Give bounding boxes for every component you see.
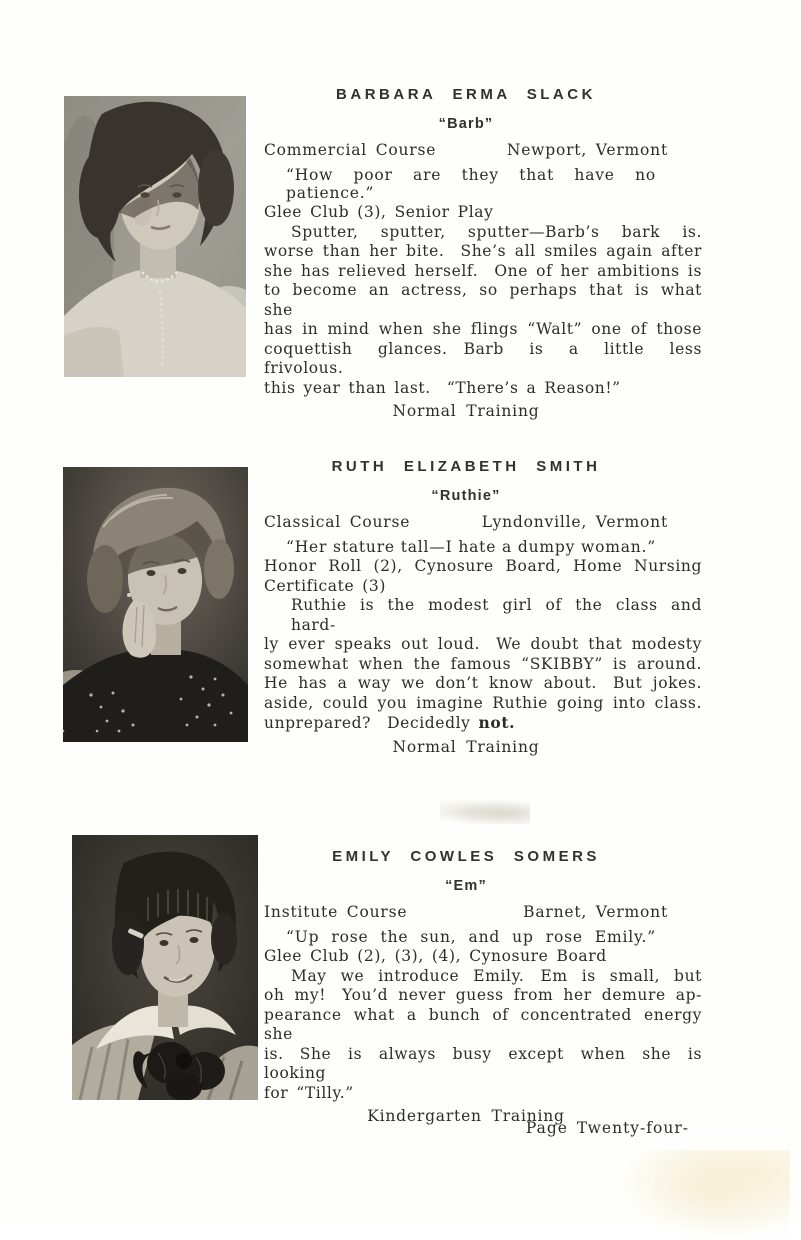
paragraph-line [264, 713, 702, 734]
hometown: Lyndonville, Vermont [481, 513, 668, 531]
training-label: Normal Training [392, 402, 540, 420]
paragraph-line: somewhat when the famous “SKIBBY” is around. [264, 654, 702, 673]
paragraph-line: this year than last. “There’s a Reason!” [264, 378, 621, 397]
student-name: EMILY COWLES SOMERS [332, 848, 600, 865]
paragraph-line: coquettish glances. Barb is a little less frivolous. [264, 339, 702, 377]
paragraph-text: unprepared? Decidedly [264, 714, 479, 732]
course-location-line [264, 141, 702, 159]
activities-line: Honor Roll (2), Cynosure Board, Home Nursing [264, 557, 702, 575]
entry-emily-somers [264, 848, 702, 1125]
course: Institute Course [264, 903, 408, 921]
activities [264, 203, 702, 223]
epigraph-quote: “Up rose the sun, and up rose Emily.” [286, 928, 656, 946]
paragraph-line: she has relieved herself. One of her ambitions is [264, 261, 702, 280]
course: Classical Course [264, 513, 411, 531]
activities-line: Certificate (3) [264, 576, 387, 595]
paragraph-line: worse than her bite. She’s all smiles again after [264, 242, 702, 260]
activities-line: Glee Club (3), Senior Play [264, 203, 494, 221]
activities [264, 557, 702, 596]
paragraph-line: He has a way we don’t know about. But jokes. [264, 674, 702, 692]
portrait-photo-emily [72, 835, 258, 1100]
training-label: Normal Training [392, 737, 540, 756]
student-name: RUTH ELIZABETH SMITH [331, 458, 601, 475]
paragraph-line: has in mind when she flings “Walt” one of those [264, 320, 702, 338]
epigraph-quote: “Her stature tall—I hate a dumpy woman.” [286, 538, 656, 556]
paragraph-line: aside, could you imagine Ruthie going into class. [264, 693, 702, 712]
paragraph-line: oh my! You’d never guess from her demure ap- [264, 986, 702, 1004]
activities-line: Glee Club (2), (3), (4), Cynosure Board [264, 947, 607, 965]
write-up-paragraph [264, 967, 702, 1104]
activities [264, 947, 702, 967]
course-location-line [264, 513, 702, 531]
paragraph-line: is. She is always busy except when she is looking [264, 1044, 702, 1082]
hometown: Newport, Vermont [506, 141, 668, 159]
course-location-line [264, 903, 702, 921]
epigraph-quote: “How poor are they that have no patience.” [286, 166, 656, 202]
portrait-photo-ruth [63, 467, 248, 742]
student-name: BARBARA ERMA SLACK [336, 86, 596, 103]
paragraph-line: ly ever speaks out loud. We doubt that modesty [264, 635, 702, 653]
hometown: Barnet, Vermont [523, 903, 668, 921]
paper-stain [620, 1150, 790, 1240]
paragraph-line: Ruthie is the modest girl of the class and hard- [291, 596, 702, 634]
paragraph-line: Sputter, sputter, sputter—Barb’s bark is. [291, 222, 702, 241]
student-nickname: “Em” [445, 878, 487, 894]
paragraph-line: to become an actress, so perhaps that is what she [264, 281, 702, 319]
paragraph-line: for “Tilly.” [264, 1083, 354, 1102]
training-label: Kindergarten Training [367, 1107, 565, 1125]
paragraph-line: May we introduce Emily. Em is small, but [291, 966, 702, 985]
entry-ruth-smith [264, 458, 702, 756]
paragraph-line: pearance what a bunch of concentrated energy she [264, 1005, 702, 1043]
page-number: Page Twenty-four- [525, 1119, 689, 1137]
student-nickname: “Ruthie” [431, 488, 501, 504]
entry-barbara-slack [264, 86, 702, 420]
write-up-paragraph [264, 223, 702, 399]
course: Commercial Course [264, 141, 437, 159]
student-nickname: “Barb” [438, 116, 494, 132]
portrait-photo-barbara [64, 96, 246, 377]
ink-smudge [440, 798, 530, 824]
bold-emphasis: not. [478, 713, 516, 732]
write-up-paragraph [264, 596, 702, 734]
